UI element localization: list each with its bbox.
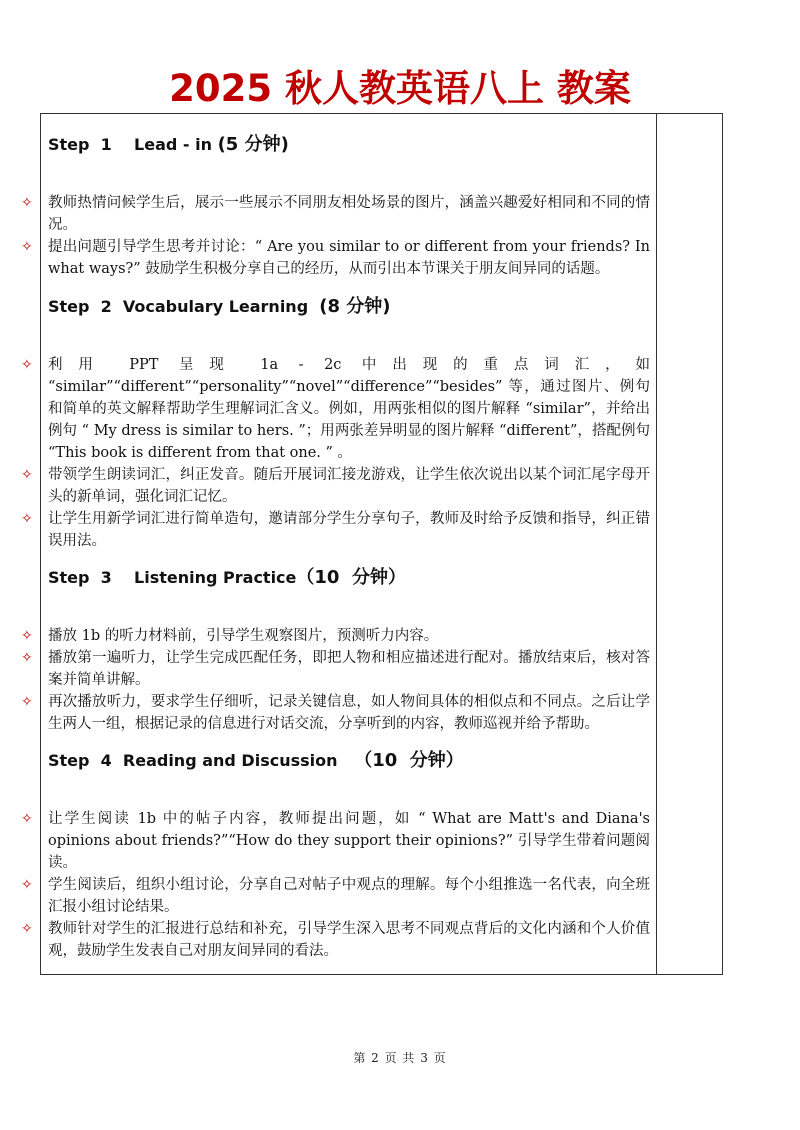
step-1-heading bbox=[48, 133, 650, 157]
step-heading-text: Step 2 Vocabulary Learning bbox=[48, 297, 320, 316]
star-outline-icon: ✧ bbox=[21, 694, 33, 710]
star-outline-icon: ✧ bbox=[21, 921, 33, 937]
step-heading-text: Step 3 Listening Practice bbox=[48, 568, 297, 587]
star-outline-icon: ✧ bbox=[21, 239, 33, 255]
lesson-content bbox=[21, 128, 650, 962]
list-item: ✧ 学生阅读后，组织小组讨论，分享自己对帖子中观点的理解。每个小组推选一名代表，向全班汇报小组讨论结果。 bbox=[48, 874, 650, 918]
list-item: ✧ 带领学生朗读词汇，纠正发音。随后开展词汇接龙游戏，让学生依次说出以某个词汇尾字母开头的新单词，强化词汇记忆。 bbox=[48, 464, 650, 508]
list-item: ✧ 利用 PPT 呈现 1a - 2c 中出现的重点词汇，如 “similar”“different”“personality”“novel”“difference”“besides” 等，通过图片、例句和简单的英文解释帮助学生理解词汇含义。例如，用两张相似的图片解释 “similar”，并给出例句 “ My dress is similar to hers. ”；用两张差异明显的图片解释 “different”，搭配例句 “This book is different from that one. ” 。 bbox=[48, 354, 650, 464]
star-outline-icon: ✧ bbox=[21, 467, 33, 483]
list-item: ✧ 提出问题引导学生思考并讨论：“ Are you similar to or different from your friends? In what ways?” 鼓励学生积极分享自己的经历，从而引出本节课关于朋友间异同的话题。 bbox=[48, 236, 650, 280]
list-item: ✧ 让学生阅读 1b 中的帖子内容，教师提出问题，如 “ What are Matt's and Diana's opinions about friends?”“How do they support their opinions?” 引导学生带着问题阅读。 bbox=[48, 808, 650, 874]
star-outline-icon: ✧ bbox=[21, 511, 33, 527]
step-3-heading bbox=[48, 566, 650, 590]
list-item: ✧ 教师热情问候学生后，展示一些展示不同朋友相处场景的图片，涵盖兴趣爱好相同和不同的情况。 bbox=[48, 192, 650, 236]
star-outline-icon: ✧ bbox=[21, 195, 33, 211]
list-item: ✧ 播放第一遍听力，让学生完成匹配任务，即把人物和相应描述进行配对。播放结束后，核对答案并简单讲解。 bbox=[48, 647, 650, 691]
star-outline-icon: ✧ bbox=[21, 877, 33, 893]
star-outline-icon: ✧ bbox=[21, 650, 33, 666]
step-2-section bbox=[21, 295, 650, 552]
list-item: ✧ 播放 1b 的听力材料前，引导学生观察图片，预测听力内容。 bbox=[48, 625, 650, 647]
table-column-divider bbox=[656, 113, 657, 975]
step-duration: (8 分钟) bbox=[319, 296, 391, 317]
step-heading-text: Step 1 Lead - in bbox=[48, 135, 218, 154]
list-item: ✧ 再次播放听力，要求学生仔细听，记录关键信息，如人物间具体的相似点和不同点。之后让学生两人一组，根据记录的信息进行对话交流，分享听到的内容，教师巡视并给予帮助。 bbox=[48, 691, 650, 735]
star-outline-icon: ✧ bbox=[21, 811, 33, 827]
page-footer: 第 2 页 共 3 页 bbox=[353, 1051, 447, 1065]
step-duration: （10 分钟） bbox=[354, 750, 464, 771]
list-item: ✧ 教师针对学生的汇报进行总结和补充，引导学生深入思考不同观点背后的文化内涵和个人价值观，鼓励学生发表自己对朋友间异同的看法。 bbox=[48, 918, 650, 962]
step-duration: （10 分钟） bbox=[296, 567, 406, 588]
step-duration: (5 分钟) bbox=[217, 134, 289, 155]
step-heading-text: Step 4 Reading and Discussion bbox=[48, 751, 355, 770]
step-1-section bbox=[21, 133, 650, 280]
step-4-section bbox=[21, 749, 650, 962]
document-title: 2025 秋人教英语八上 教案 bbox=[169, 67, 631, 110]
star-outline-icon: ✧ bbox=[21, 357, 33, 373]
step-3-section bbox=[21, 566, 650, 735]
step-2-heading bbox=[48, 295, 650, 319]
list-item: ✧ 让学生用新学词汇进行简单造句，邀请部分学生分享句子，教师及时给予反馈和指导，纠正错误用法。 bbox=[48, 508, 650, 552]
star-outline-icon: ✧ bbox=[21, 628, 33, 644]
step-4-heading bbox=[48, 749, 650, 773]
